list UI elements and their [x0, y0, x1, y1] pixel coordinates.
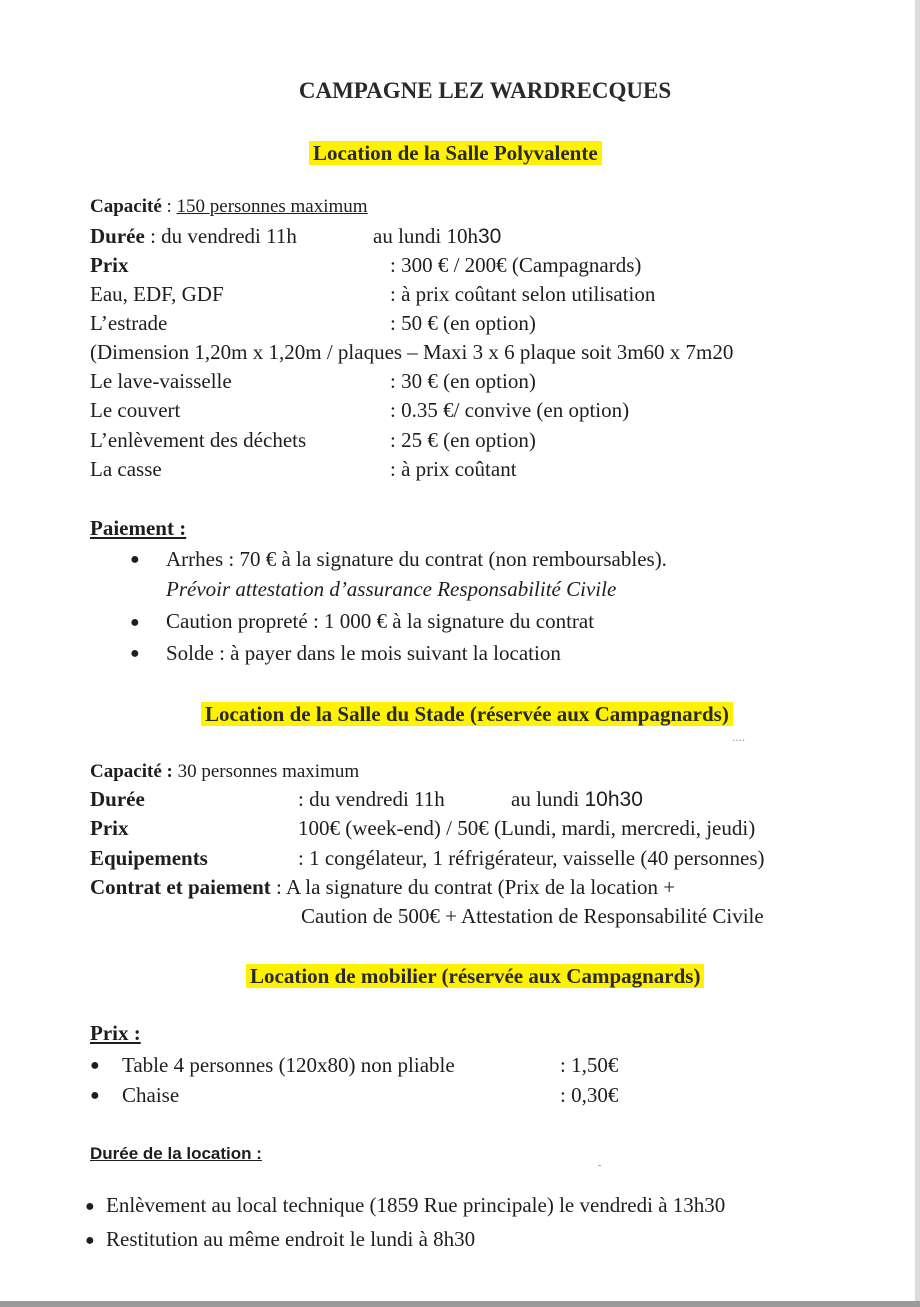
scan-speck: ‥‥ — [732, 733, 746, 744]
row-value-casse: : à prix coûtant — [390, 457, 517, 481]
mobilier-duree-label: Durée de la location : — [90, 1144, 262, 1163]
row-label-dechets: L’enlèvement des déchets — [90, 428, 307, 452]
scan-edge-right — [915, 0, 920, 1307]
row-label-prix: Prix — [90, 253, 129, 277]
section-heading-salle-stade — [201, 702, 733, 727]
duree-line — [90, 224, 297, 249]
paiement-label: Paiement : — [90, 516, 187, 540]
mobilier-duree-item-restitution: Restitution au même endroit le lundi à 8h30 — [106, 1227, 476, 1251]
bullet-icon: ● — [85, 1198, 95, 1215]
paiement-note: Prévoir attestation d’assurance Responsabilité Civile — [166, 577, 617, 601]
mobilier-item-chaise: Chaise — [122, 1083, 180, 1107]
stade-equip-value: : 1 congélateur, 1 réfrigérateur, vaisselle (40 personnes) — [298, 846, 765, 870]
row-value-eau: : à prix coûtant selon utilisation — [390, 282, 656, 306]
mobilier-value-chaise: : 0,30€ — [560, 1083, 619, 1107]
duree-end — [373, 224, 501, 249]
dimension-line: (Dimension 1,20m x 1,20m / plaques – Maxi 3 x 6 plaque soit 3m60 x 7m20 — [90, 340, 734, 364]
stade-contrat-line — [90, 875, 675, 900]
mobilier-item-table: Table 4 personnes (120x80) non pliable — [122, 1053, 455, 1077]
row-label-eau: Eau, EDF, GDF — [90, 282, 224, 306]
paiement-item-caution: Caution propreté : 1 000 € à la signature du contrat — [166, 609, 595, 633]
bullet-icon: ● — [90, 1087, 100, 1104]
stade-prix-label: Prix — [90, 816, 129, 840]
row-label-casse: La casse — [90, 457, 162, 481]
duree-label: Durée — [90, 224, 145, 248]
stade-contrat-value: : A la signature du contrat (Prix de la location + — [270, 875, 676, 899]
bullet-icon: ● — [130, 614, 140, 631]
salle-polyvalente-heading: Location de la Salle Polyvalente — [309, 141, 602, 165]
bullet-icon: ● — [90, 1057, 100, 1074]
row-value-couvert: : 0.35 €/ convive (en option) — [390, 398, 630, 422]
stade-contrat-value-2: Caution de 500€ + Attestation de Responsabilité Civile — [301, 904, 764, 928]
row-label-couvert: Le couvert — [90, 398, 181, 422]
row-label-estrade: L’estrade — [90, 311, 168, 335]
row-value-prix: : 300 € / 200€ (Campagnards) — [390, 253, 642, 277]
bullet-icon: ● — [85, 1232, 95, 1249]
mobilier-prix-label: Prix : — [90, 1021, 141, 1045]
section-heading-mobilier — [246, 964, 704, 989]
capacity-label: Capacité — [90, 196, 162, 217]
stade-capacity-line — [90, 761, 359, 783]
stade-capacity-label: Capacité : — [90, 761, 173, 782]
duree-end-bold: 30 — [478, 225, 502, 248]
stade-duree-value: : du vendredi 11h — [298, 787, 445, 811]
stade-prix-value: 100€ (week-end) / 50€ (Lundi, mardi, mercredi, jeudi) — [298, 816, 756, 840]
stade-capacity-value: 30 personnes maximum — [172, 761, 360, 782]
mobilier-duree-item-enlevement: Enlèvement au local technique (1859 Rue principale) le vendredi à 13h30 — [106, 1193, 726, 1217]
paiement-item-solde: Solde : à payer dans le mois suivant la location — [166, 641, 561, 665]
stade-duree-end — [511, 787, 643, 812]
duree-end-text: au lundi 10h — [373, 224, 478, 248]
stade-duree-label: Durée — [90, 787, 145, 811]
stade-equip-label: Equipements — [90, 846, 208, 870]
scan-speck: - — [598, 1160, 602, 1171]
capacity-value: 150 personnes maximum — [176, 196, 368, 217]
row-label-lave-vaisselle: Le lave-vaisselle — [90, 369, 232, 393]
row-value-dechets: : 25 € (en option) — [390, 428, 536, 452]
row-value-lave-vaisselle: : 30 € (en option) — [390, 369, 536, 393]
mobilier-value-table: : 1,50€ — [560, 1053, 619, 1077]
bullet-icon: ● — [130, 551, 140, 568]
paiement-item-arrhes: Arrhes : 70 € à la signature du contrat (non remboursables). — [166, 547, 667, 571]
salle-stade-heading: Location de la Salle du Stade (réservée aux Campagnards) — [201, 702, 733, 726]
bullet-icon: ● — [130, 645, 140, 662]
row-value-estrade: : 50 € (en option) — [390, 311, 536, 335]
duree-value: : du vendredi 11h — [144, 224, 297, 248]
stade-duree-end-text: au lundi — [511, 787, 580, 811]
scan-edge-bottom — [0, 1301, 920, 1307]
stade-duree-end-bold: 10h30 — [584, 788, 643, 811]
capacity-line — [90, 196, 368, 218]
capacity-sep: : — [161, 196, 177, 217]
section-heading-salle-polyvalente — [309, 141, 602, 166]
document-title: CAMPAGNE LEZ WARDRECQUES — [298, 78, 672, 103]
mobilier-heading: Location de mobilier (réservée aux Campagnards) — [246, 964, 704, 988]
stade-contrat-label: Contrat et paiement — [90, 875, 271, 899]
